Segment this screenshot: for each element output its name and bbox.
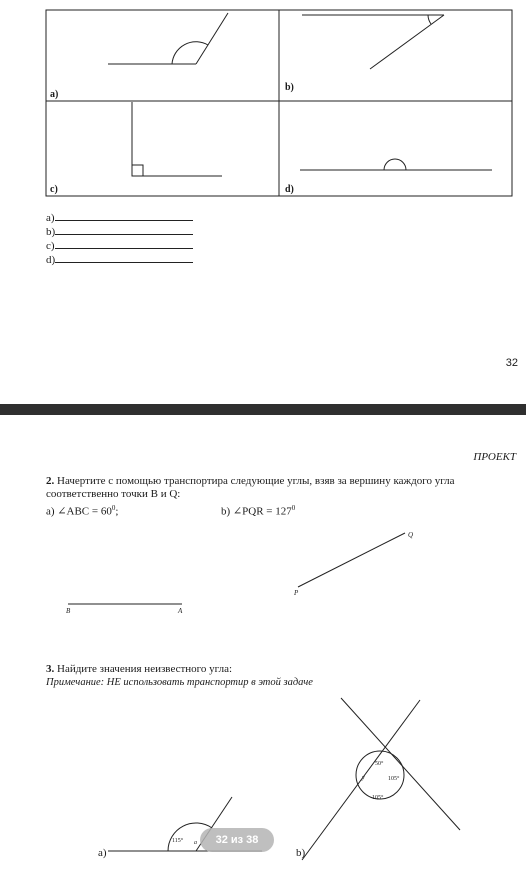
task-3-title-text: Найдите значения неизвестного угла:: [57, 663, 233, 675]
angle-y-label: y: [362, 775, 365, 781]
task-2-line1: Начертите с помощью транспортира следующие углы, взяв за вершину каждого угла: [57, 475, 455, 487]
task-3-part-b: b): [296, 847, 306, 859]
point-p-label: P: [294, 589, 299, 597]
cell-label-c: c): [50, 184, 58, 195]
angle-50-label: 50°: [375, 761, 384, 767]
figure-3b: [302, 698, 460, 860]
task-2-part-b-text: b) ∠PQR = 127: [221, 505, 292, 518]
task-2-number: 2.: [46, 475, 55, 487]
answer-label-c: c): [46, 240, 55, 252]
page-number: 32: [505, 357, 518, 369]
point-b-label: B: [66, 607, 71, 615]
cell-label-d: d): [285, 184, 294, 195]
project-header: ПРОЕКТ: [473, 451, 516, 463]
task-3-number: 3.: [46, 663, 55, 675]
page-indicator-badge[interactable]: 32 из 38: [200, 828, 274, 852]
task-2-part-a-text: a) ∠ABC = 60: [46, 505, 112, 518]
task-2-part-a-degree: 0: [111, 504, 116, 512]
angle-a-label: a: [194, 840, 197, 846]
angle-105-bottom-label: 105°: [372, 795, 384, 801]
task-3-note: Примечание: НЕ использовать транспортир в этой задаче: [46, 677, 313, 688]
task-2-line2: соответственно точки B и Q:: [46, 488, 181, 500]
answer-label-d: d): [46, 254, 56, 266]
point-q-label: Q: [408, 531, 414, 539]
task-2-part-a-semicolon: ;: [115, 505, 119, 518]
cell-label-a: a): [50, 89, 59, 100]
angle-105-right-label: 105°: [388, 776, 400, 782]
task-3-part-a: a): [98, 847, 107, 859]
cell-label-b: b): [285, 82, 294, 93]
angle-115-label: 115°: [172, 838, 184, 844]
answer-label-a: a): [46, 212, 55, 224]
task-2-part-b-degree: 0: [291, 504, 296, 512]
answer-label-b: b): [46, 226, 56, 238]
point-a-label: A: [178, 607, 183, 615]
